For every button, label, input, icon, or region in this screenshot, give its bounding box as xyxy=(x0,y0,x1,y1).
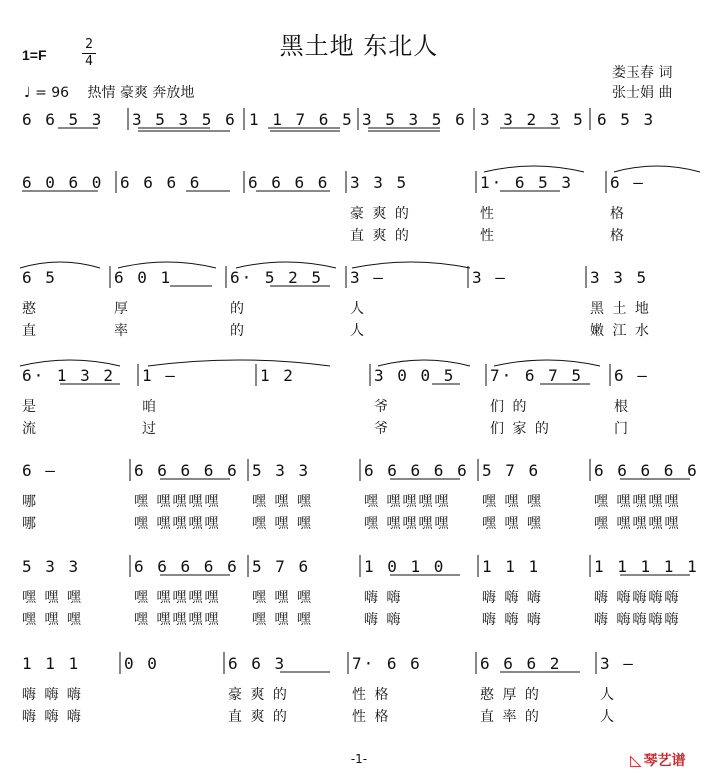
page-number: -1- xyxy=(350,752,368,766)
slur xyxy=(494,360,600,366)
lyric-syllables: 嗨 嗨 嗨 xyxy=(482,612,543,628)
lyric-syllables: 嗨 嗨 嗨 xyxy=(482,590,543,606)
site-logo xyxy=(630,750,686,770)
lyric-syllables: 嘿 嘿 嘿 xyxy=(22,612,83,628)
lyric-syllables: 格 xyxy=(610,228,626,244)
lyric-syllables: 豪 爽 的 xyxy=(350,206,411,222)
measure-notes: 5 7 6 xyxy=(482,461,541,480)
lyric-syllables: 嘿 嘿嘿嘿嘿 xyxy=(134,516,221,532)
slur xyxy=(20,360,120,366)
measure-notes: 0 0 xyxy=(124,654,159,673)
lyric-syllables: 嘿 嘿 嘿 xyxy=(482,494,543,510)
measure-notes: 6· 1 3 2 xyxy=(22,366,116,385)
measure-notes: 3 3 5 xyxy=(590,268,649,287)
measure-notes: 6 6 6 6 6 xyxy=(594,461,699,480)
slur xyxy=(614,166,700,172)
lyric-syllables: 豪 爽 的 xyxy=(228,687,289,703)
lyric-syllables: 性 xyxy=(480,206,496,222)
measure-notes: 3 0 0 5 xyxy=(374,366,456,385)
mood-marking: 热情 豪爽 奔放地 xyxy=(87,85,195,101)
measure-notes: 6 6 6 2 xyxy=(480,654,562,673)
measure-notes: 6 6 6 6 6 xyxy=(134,557,239,576)
measure-notes: 6 6 6 6 6 xyxy=(134,461,239,480)
lyric-syllables: 人 xyxy=(600,709,616,725)
lyric-syllables: 人 xyxy=(600,687,616,703)
lyric-syllables: 嘿 嘿 嘿 xyxy=(252,590,313,606)
lyric-syllables: 格 xyxy=(610,206,626,222)
measure-notes: 1 1 1 1 1 xyxy=(594,557,699,576)
lyricist-credit: 娄玉春 词 xyxy=(612,65,673,81)
slur xyxy=(118,262,216,268)
measure-notes: 6 6 6 6 xyxy=(248,173,330,192)
lyric-syllables: 嗨 嗨 嗨 xyxy=(22,709,83,725)
slur xyxy=(484,166,584,172)
lyric-syllables: 嗨 嗨嗨嗨嗨 xyxy=(594,612,681,628)
measure-notes: 6 6 6 6 xyxy=(120,173,202,192)
measure-notes: 3 – xyxy=(350,268,385,287)
measure-notes: 6 6 6 6 6 xyxy=(364,461,469,480)
slur xyxy=(352,262,470,268)
lyric-syllables: 嘿 嘿 嘿 xyxy=(22,590,83,606)
lyric-syllables: 的 xyxy=(230,323,246,339)
measure-notes: 3 3 5 xyxy=(350,173,409,192)
lyric-syllables: 爷 xyxy=(374,421,390,437)
measure-notes: 1· 6 5 3 xyxy=(480,173,574,192)
lyric-syllables: 嘿 嘿嘿嘿嘿 xyxy=(594,494,681,510)
measure-notes: 1 1 1 xyxy=(22,654,81,673)
lyric-syllables: 过 xyxy=(142,421,158,437)
measure-notes: 3 – xyxy=(600,654,635,673)
lyric-syllables: 哪 xyxy=(22,516,38,532)
lyric-syllables: 们 家 的 xyxy=(490,421,551,437)
measure-notes: 6 – xyxy=(610,173,645,192)
lyric-syllables: 嫩 江 水 xyxy=(590,323,651,339)
key-signature: 1=F xyxy=(22,47,47,63)
lyric-syllables: 咱 xyxy=(142,399,158,415)
lyric-syllables: 直 爽 的 xyxy=(350,228,411,244)
measure-notes: 3 3 2 3 5 xyxy=(480,110,585,129)
lyric-syllables: 嘿 嘿嘿嘿嘿 xyxy=(364,494,451,510)
lyric-syllables: 性 格 xyxy=(352,687,391,703)
lyric-syllables: 嗨 嗨嗨嗨嗨 xyxy=(594,590,681,606)
lyric-syllables: 的 xyxy=(230,301,246,317)
time-signature-bottom: 4 xyxy=(85,54,93,69)
lyric-syllables: 门 xyxy=(614,421,630,437)
measure-notes: 6 5 xyxy=(22,268,57,287)
lyric-syllables: 根 xyxy=(614,399,630,415)
lyric-syllables: 们 的 xyxy=(490,399,529,415)
lyric-syllables: 人 xyxy=(350,301,366,317)
measure-notes: 6 – xyxy=(614,366,649,385)
quarter-note-icon: ♩ xyxy=(24,85,31,101)
lyric-syllables: 嘿 嘿 嘿 xyxy=(252,612,313,628)
measure-notes: 1 1 1 xyxy=(482,557,541,576)
measure-notes: 6 6 3 xyxy=(228,654,287,673)
lyric-syllables: 人 xyxy=(350,323,366,339)
lyric-syllables: 嘿 嘿嘿嘿嘿 xyxy=(134,612,221,628)
measure-notes: 5 3 3 xyxy=(252,461,311,480)
lyric-syllables: 直 xyxy=(22,323,38,339)
logo-icon: ◺ xyxy=(630,751,642,769)
lyric-syllables: 嗨 嗨 xyxy=(364,590,403,606)
measure-notes: 6 0 1 xyxy=(114,268,173,287)
lyric-syllables: 厚 xyxy=(114,301,130,317)
lyric-syllables: 爷 xyxy=(374,399,390,415)
measure-notes: 1 2 xyxy=(260,366,295,385)
lyric-syllables: 嘿 嘿嘿嘿嘿 xyxy=(134,590,221,606)
lyric-syllables: 嘿 嘿嘿嘿嘿 xyxy=(594,516,681,532)
composer-credit: 张士娟 曲 xyxy=(612,85,673,101)
measure-notes: 5 3 3 xyxy=(22,557,81,576)
lyric-syllables: 哪 xyxy=(22,494,38,510)
slur xyxy=(148,360,330,366)
measure-notes: 1 0 1 0 xyxy=(364,557,446,576)
lyric-syllables: 嘿 嘿 嘿 xyxy=(482,516,543,532)
lyric-syllables: 性 格 xyxy=(352,709,391,725)
lyric-syllables: 憨 xyxy=(22,301,38,317)
slur xyxy=(236,262,336,268)
measure-notes: 6 0 6 0 xyxy=(22,173,104,192)
measure-notes: 5 7 6 xyxy=(252,557,311,576)
measure-notes: 3 – xyxy=(472,268,507,287)
lyric-syllables: 嘿 嘿 嘿 xyxy=(252,516,313,532)
time-signature-top: 2 xyxy=(85,37,93,52)
slur xyxy=(378,360,470,366)
measure-notes: 3 5 3 5 6 xyxy=(132,110,237,129)
logo-text: 琴艺谱 xyxy=(643,753,686,769)
measure-notes: 3 5 3 5 6 xyxy=(362,110,467,129)
measure-notes: 7· 6 7 5 xyxy=(490,366,584,385)
song-title: 黑土地 东北人 xyxy=(279,32,439,60)
tempo-value: = 96 xyxy=(35,85,70,101)
measure-notes: 6 5 3 xyxy=(597,110,656,129)
measure-notes: 6 6 5 3 xyxy=(22,110,104,129)
lyric-syllables: 嗨 嗨 嗨 xyxy=(22,687,83,703)
lyric-syllables: 嘿 嘿嘿嘿嘿 xyxy=(364,516,451,532)
lyric-syllables: 率 xyxy=(114,323,130,339)
lyric-syllables: 直 率 的 xyxy=(480,709,541,725)
measure-notes: 7· 6 6 xyxy=(352,654,422,673)
measure-notes: 1 – xyxy=(142,366,177,385)
lyric-syllables: 流 xyxy=(22,421,38,437)
measure-notes: 6 – xyxy=(22,461,57,480)
lyric-syllables: 性 xyxy=(480,228,496,244)
lyric-syllables: 是 xyxy=(22,399,38,415)
lyric-syllables: 嘿 嘿 嘿 xyxy=(252,494,313,510)
lyric-syllables: 直 爽 的 xyxy=(228,709,289,725)
lyric-syllables: 嗨 嗨 xyxy=(364,612,403,628)
lyric-syllables: 憨 厚 的 xyxy=(480,687,541,703)
lyric-syllables: 黑 土 地 xyxy=(590,301,651,317)
lyric-syllables: 嘿 嘿嘿嘿嘿 xyxy=(134,494,221,510)
measure-notes: 6· 5 2 5 xyxy=(230,268,324,287)
slur xyxy=(20,262,100,268)
measure-notes: 1 1 7 6 5 xyxy=(249,110,354,129)
